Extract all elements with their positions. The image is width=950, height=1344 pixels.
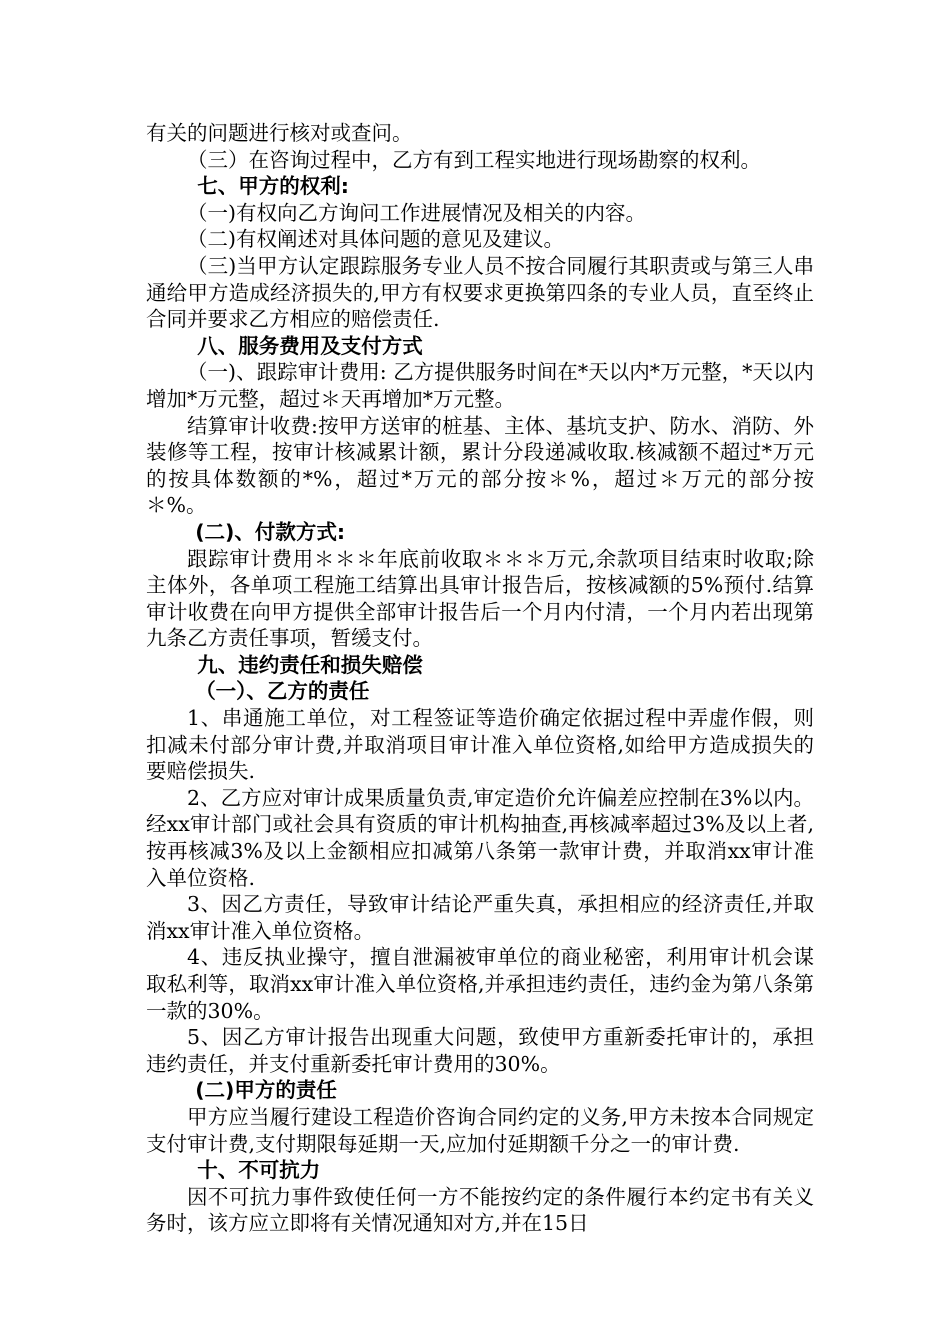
paragraph-a-right-1: （一)有权向乙方询问工作进展情况及相关的内容。 [187, 200, 646, 225]
heading-party-a-rights: 七、甲方的权利: [197, 174, 349, 199]
paragraph-a-right-3: （三)当甲方认定跟踪服务专业人员不按合同履行其职责或与第三人串通给甲方造成经济损失的,甲方有权要求更换第四条的专业人员，直至终止合同并要求乙方相应的赔偿责任. [146, 253, 814, 332]
heading-service-fees: 八、服务费用及支付方式 [197, 333, 423, 358]
paragraph-settlement-audit-fee: 结算审计收费:按甲方送审的桩基、主体、基坑支护、防水、消防、外装修等工程，按审计核减累计额，累计分段递减收取.核减额不超过*万元的按具体数额的*%，超过*万元的部分按＊%，超过＊万元的部分按＊%。 [146, 413, 814, 518]
heading-breach-liability: 九、违约责任和损失赔偿 [197, 652, 423, 677]
heading-payment-method: (二)、付款方式: [195, 519, 346, 544]
heading-force-majeure: 十、不可抗力 [197, 1158, 321, 1183]
paragraph-payment-terms: 跟踪审计费用＊＊＊年底前收取＊＊＊万元,余款项目结束时收取;除主体外，各单项工程施工结算出具审计报告后，按核减额的5%预付.结算审计收费在向甲方提供全部审计报告后一个月内付清，一个月内若出现第九条乙方责任事项，暂缓支付。 [146, 546, 814, 651]
document-page [146, 120, 814, 1237]
paragraph-b-liability-2: 2、乙方应对审计成果质量负责,审定造价允许偏差应控制在3%以内。经xx审计部门或社会具有资质的审计机构抽查,再核减率超过3%及以上者,按再核减3%及以上金额相应扣减第八条第一款审计费，并取消xx审计准入单位资格. [146, 785, 814, 890]
paragraph-force-majeure: 因不可抗力事件致使任何一方不能按约定的条件履行本约定书有关义务时，该方应立即将有关情况通知对方,并在15日 [146, 1184, 814, 1236]
paragraph-b-liability-4: 4、违反执业操守，擅自泄漏被审单位的商业秘密，利用审计机会谋取私利等，取消xx审计准入单位资格,并承担违约责任，违约金为第八条第一款的30%。 [146, 945, 814, 1023]
paragraph-b-liability-1: 1、串通施工单位，对工程签证等造价确定依据过程中弄虚作假，则扣减未付部分审计费,并取消项目审计准入单位资格,如给甲方造成损失的要赔偿损失. [146, 706, 814, 784]
paragraph-site-survey-right: （三）在咨询过程中，乙方有到工程实地进行现场勘察的权利。 [187, 147, 761, 172]
paragraph-b-liability-5: 5、因乙方审计报告出现重大问题，致使甲方重新委托审计的，承担违约责任，并支付重新委托审计费用的30%。 [146, 1025, 814, 1076]
paragraph-b-liability-3: 3、因乙方责任，导致审计结论严重失真，承担相应的经济责任,并取消xx审计准入单位资格。 [146, 892, 814, 943]
paragraph-problem-check: 有关的问题进行核对或查问。 [146, 121, 413, 145]
paragraph-tracking-audit-fee: （一)、跟踪审计费用: 乙方提供服务时间在*天以内*万元整，*天以内增加*万元整，超过＊天再增加*万元整。 [146, 360, 814, 411]
heading-party-a-liability: (二)甲方的责任 [195, 1078, 337, 1103]
paragraph-a-liability: 甲方应当履行建设工程造价咨询合同约定的义务,甲方未按本合同规定支付审计费,支付期限每延期一天,应加付延期额千分之一的审计费. [146, 1104, 814, 1156]
heading-party-b-liability: （一）、乙方的责任 [195, 679, 370, 704]
paragraph-a-right-2: （二)有权阐述对具体问题的意见及建议。 [187, 227, 564, 252]
